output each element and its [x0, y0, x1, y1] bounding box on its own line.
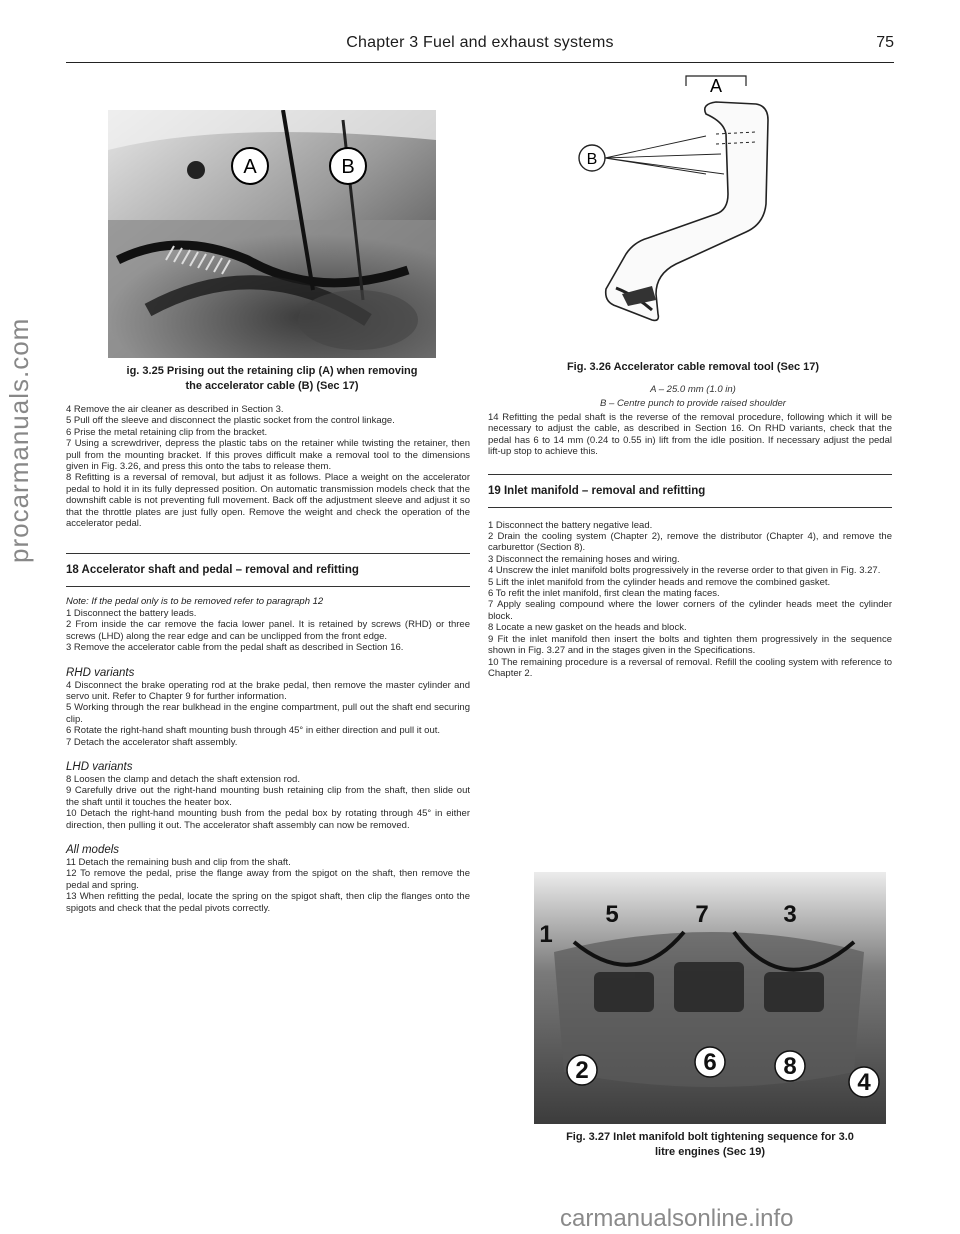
bolt-number-2: 2 — [575, 1057, 589, 1084]
paragraph: 5 Lift the inlet manifold from the cylinder heads and remove the combined gasket. — [488, 576, 831, 588]
paragraph: 13 When refitting the pedal, locate the spring on the spigot shaft, then clip the flanges onto the spigots and check that the pedal pivots correctly. — [66, 891, 470, 914]
bolt-number-8: 8 — [783, 1053, 797, 1080]
fig-3-25-photo — [108, 110, 436, 358]
section-rule — [66, 553, 470, 554]
paragraph: 6 Prise the metal retaining clip from the bracket. — [66, 426, 268, 438]
fig-3-25-label-a: A — [243, 156, 257, 178]
paragraph: 8 Refitting is a reversal of removal, but adjust it as follows. Place a weight on the accelerator pedal to hold it in its fully depressed position. On automatic transmission models check that the downshift cable is not preventing full movement. Back off the adjustment sleeve and adjust it so that the throttle plates are just fully open. Remove the weight and check the operation of the accelerator pedal. — [66, 472, 470, 530]
bolt-number-1: 1 — [539, 921, 553, 948]
watermark-bottom: carmanualsonline.info — [560, 1205, 794, 1232]
fig-3-26-sub-b: B – Centre punch to provide raised shoulder — [600, 398, 786, 409]
paragraph: 3 Remove the accelerator cable from the pedal shaft as described in Section 16. — [66, 642, 404, 654]
fig-3-26-caption: Fig. 3.26 Accelerator cable removal tool (Sec 17) — [566, 361, 820, 373]
sec17-para-14: 14 Refitting the pedal shaft is the reverse of the removal procedure, following which it will be necessary to adjust the cable, as described in Section 16. On RHD variants, check that the pedal has 6 to 14 mm (0.24 to 0.55 in) lift from the idle position. If necessary adjust the pedal lift-up stop to achieve this. — [488, 412, 892, 458]
paragraph: 11 Detach the remaining bush and clip from the shaft. — [66, 856, 291, 868]
section-rule — [488, 474, 892, 475]
right-column — [488, 412, 892, 679]
sec17-paragraphs — [66, 404, 470, 529]
paragraph: 10 The remaining procedure is a reversal of removal. Refill the cooling system with reference to Chapter 2. — [488, 656, 892, 679]
all-models-heading: All models — [66, 843, 120, 856]
sec18-paragraphs — [66, 608, 470, 654]
paragraph: 4 Disconnect the brake operating rod at the brake pedal, then remove the master cylinder and servo unit. Refer to Chapter 9 for further information. — [66, 679, 470, 702]
fig-3-25-caption-line-1: ig. 3.25 Prising out the retaining clip (A) when removing — [126, 365, 418, 377]
paragraph: 4 Remove the air cleaner as described in Section 3. — [66, 404, 284, 415]
section-rule — [488, 507, 892, 508]
paragraph: 1 Disconnect the battery negative lead. — [488, 519, 653, 531]
fig-3-27-caption-line-2: litre engines (Sec 19) — [654, 1146, 766, 1158]
paragraph: 5 Pull off the sleeve and disconnect the plastic socket from the control linkage. — [66, 415, 395, 427]
fig-3-27-photo — [534, 872, 886, 1124]
lhd-heading: LHD variants — [66, 760, 133, 773]
paragraph: 6 To refit the inlet manifold, first clean the mating faces. — [488, 588, 720, 600]
sec18-note: Note: If the pedal only is to be removed refer to paragraph 12 — [66, 596, 324, 608]
paragraph: 5 Working through the rear bulkhead in the engine compartment, pull out the shaft end securing clip. — [66, 702, 470, 725]
paragraph: 4 Unscrew the inlet manifold bolts progressively in the reverse order to that given in Fig. 3.27. — [488, 565, 881, 577]
fig-3-27-caption-line-1: Fig. 3.27 Inlet manifold bolt tightening sequence for 3.0 — [566, 1131, 854, 1143]
bolt-number-5: 5 — [605, 901, 619, 928]
bolt-number-3: 3 — [783, 901, 797, 928]
fig-3-25-caption — [108, 364, 436, 394]
fig-3-27-caption — [534, 1130, 886, 1160]
fig-3-25-label-b: B — [341, 156, 355, 178]
left-column — [66, 404, 470, 914]
rhd-heading: RHD variants — [66, 666, 135, 679]
sec18-heading: 18 Accelerator shaft and pedal – removal and refitting — [66, 564, 359, 577]
page-number: 75 — [876, 34, 894, 51]
paragraph: 2 Drain the cooling system (Chapter 2), remove the distributor (Chapter 4), and remove the carburettor (Section 8). — [488, 531, 892, 554]
paragraph: 3 Disconnect the remaining hoses and wiring. — [488, 553, 680, 565]
paragraph: 2 From inside the car remove the facia lower panel. It is retained by screws (RHD) or three screws (LHD) along the rear edge and can be unclipped from the front edge. — [66, 619, 470, 642]
all-models-paragraphs — [66, 857, 470, 914]
section-rule — [66, 586, 470, 587]
fig-3-26-sublabels — [498, 383, 888, 411]
bolt-number-7: 7 — [695, 901, 709, 928]
sec19-heading: 19 Inlet manifold – removal and refitting — [488, 484, 706, 497]
paragraph: 7 Apply sealing compound where the lower corners of the cylinder heads meet the cylinder block. — [488, 599, 892, 622]
bolt-number-6: 6 — [703, 1049, 717, 1076]
paragraph: 12 To remove the pedal, prise the flange away from the spigot on the shaft, then remove the pedal and spring. — [66, 868, 470, 891]
paragraph: 1 Disconnect the battery leads. — [66, 607, 197, 619]
fig-3-26-label-b: B — [586, 151, 598, 168]
paragraph: 6 Rotate the right-hand shaft mounting bush through 45° in either direction and pull it out. — [66, 725, 441, 737]
lhd-paragraphs — [66, 774, 470, 831]
paragraph: 9 Carefully drive out the right-hand mounting bush retaining clip from the shaft, then slide out the shaft until it touches the heater box. — [66, 785, 470, 808]
paragraph: 8 Loosen the clamp and detach the shaft extension rod. — [66, 773, 300, 785]
paragraph: 8 Locate a new gasket on the heads and block. — [488, 622, 687, 634]
sec19-paragraphs — [488, 520, 892, 680]
paragraph: 7 Using a screwdriver, depress the plastic tabs on the retainer while twisting the retainer, then pull from the mounting bracket. If this proves difficult make a removal tool to the dimensions given in Fig. 3.26, and press this onto the tabs to release them. — [66, 438, 470, 473]
paragraph: 7 Detach the accelerator shaft assembly. — [66, 736, 238, 748]
rhd-paragraphs — [66, 680, 470, 748]
chapter-title: Chapter 3 Fuel and exhaust systems — [346, 34, 614, 51]
fig-3-25-caption-line-2: the accelerator cable (B) (Sec 17) — [185, 380, 359, 392]
watermark-left: procarmanuals.com — [4, 317, 34, 563]
header-rule — [66, 62, 894, 63]
fig-3-25-drawing — [108, 110, 436, 358]
bolt-number-4: 4 — [857, 1069, 871, 1096]
paragraph: 10 Detach the right-hand mounting bush from the pedal box by rotating through 45° in either direction, then pulling it out. The accelerator shaft assembly can now be removed. — [66, 808, 470, 831]
fig-3-26-drawing — [556, 74, 796, 324]
fig-3-26-sub-a: A – 25.0 mm (1.0 in) — [650, 384, 736, 395]
paragraph: 9 Fit the inlet manifold then insert the bolts and tighten them progressively in the sequence shown in Fig. 3.27 and in the stages given in the Specifications. — [488, 633, 892, 657]
fig-3-26-label-a: A — [709, 76, 723, 96]
